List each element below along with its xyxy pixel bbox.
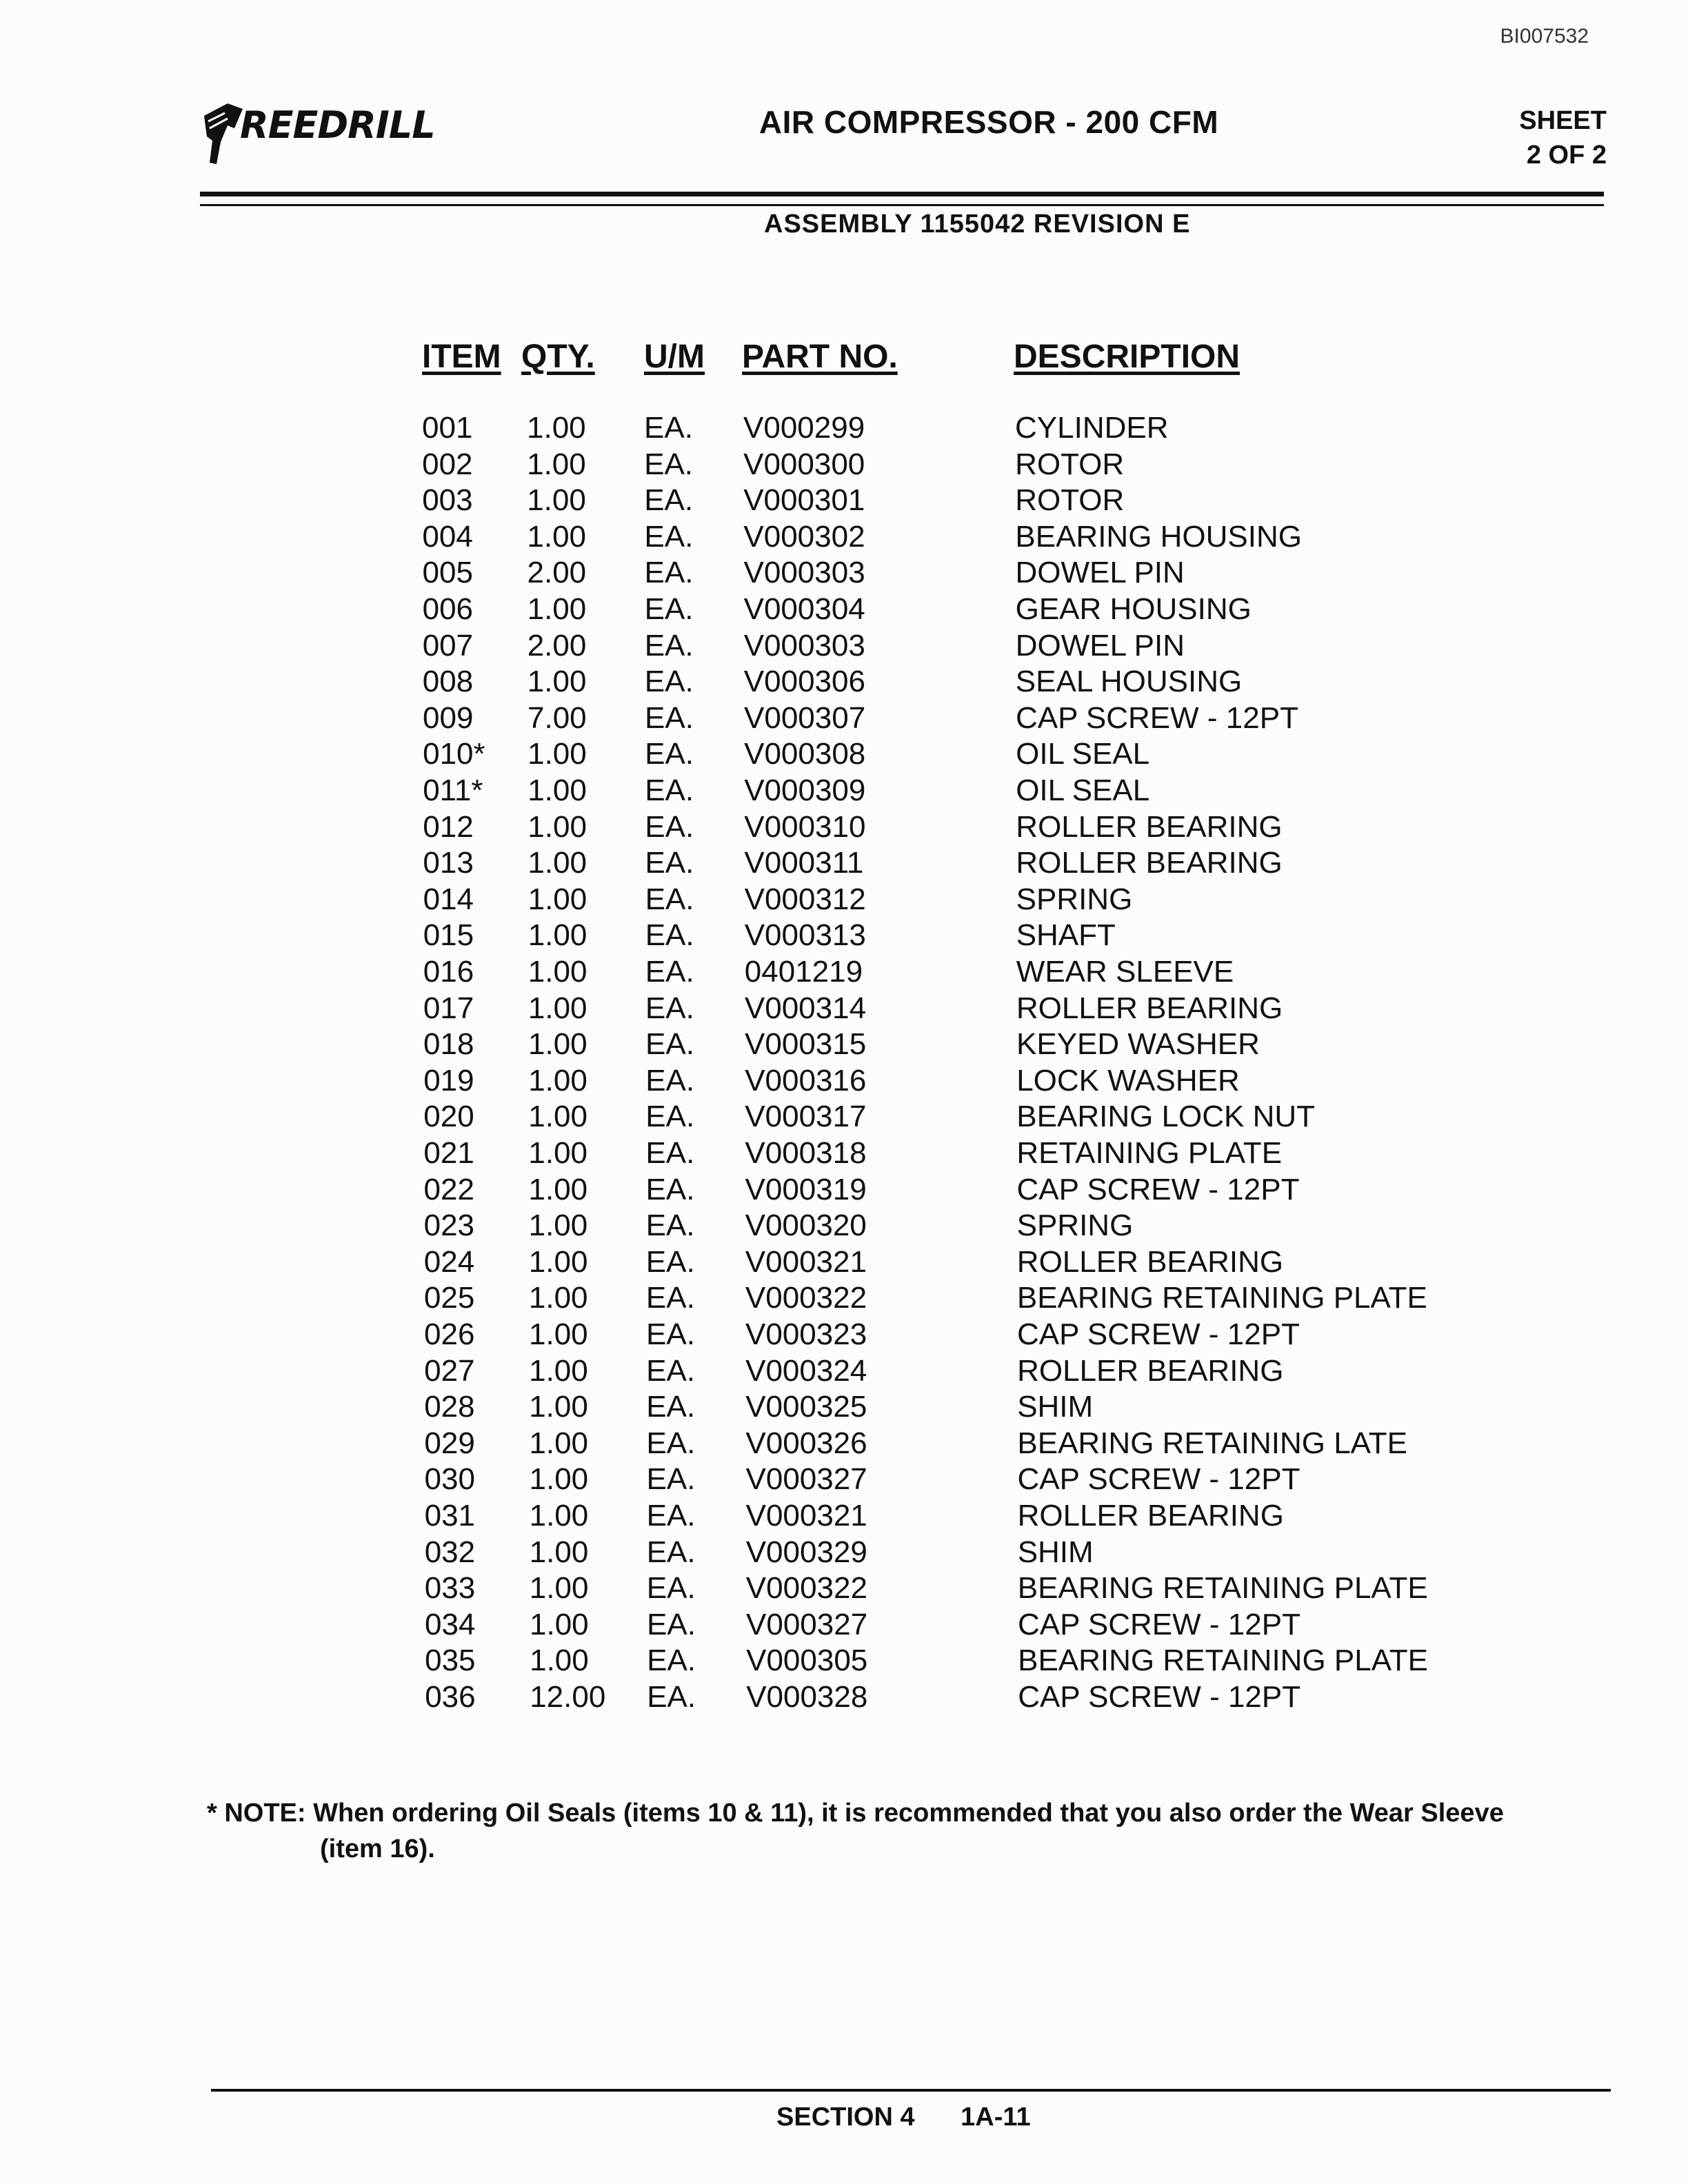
cell-item: 001 [422, 411, 473, 445]
footer-section: SECTION 4 [776, 2103, 915, 2132]
cell-part-no: V000325 [745, 1390, 867, 1424]
cell-item: 020 [423, 1100, 474, 1134]
cell-item: 021 [423, 1136, 474, 1170]
cell-part-no: V000314 [744, 991, 867, 1025]
cell-item: 035 [425, 1644, 476, 1678]
cell-item: 013 [423, 846, 474, 880]
cell-description: DOWEL PIN [1015, 628, 1185, 663]
cell-description: SEAL HOUSING [1015, 665, 1243, 699]
cell-description: BEARING LOCK NUT [1016, 1100, 1316, 1134]
cell-description: ROLLER BEARING [1017, 1353, 1284, 1388]
cell-qty: 1.00 [529, 1390, 588, 1424]
cell-item: 022 [423, 1172, 474, 1206]
cell-description: BEARING HOUSING [1015, 519, 1303, 554]
column-header-part-no: PART NO. [742, 338, 898, 375]
cell-description: ROLLER BEARING [1017, 1499, 1284, 1533]
cell-item: 008 [422, 665, 474, 699]
page-title [0, 103, 1688, 141]
footer-page-number: 1A-11 [961, 2103, 1031, 2132]
cell-description: CAP SCREW - 12PT [1017, 1462, 1300, 1497]
cell-description: ROLLER BEARING [1016, 809, 1283, 844]
cell-qty: 1.00 [528, 1209, 588, 1243]
cell-part-no: V000326 [745, 1426, 867, 1460]
cell-qty: 1.00 [527, 665, 587, 699]
cell-um: EA. [645, 1244, 695, 1279]
cell-part-no: 0401219 [744, 955, 863, 989]
cell-part-no: V000324 [745, 1353, 867, 1388]
sheet-label: SHEET [1519, 106, 1607, 135]
cell-description: CAP SCREW - 12PT [1016, 1172, 1300, 1206]
cell-description: CAP SCREW - 12PT [1018, 1680, 1301, 1714]
cell-description: LOCK WASHER [1016, 1063, 1240, 1098]
cell-part-no: V000320 [745, 1209, 867, 1243]
cell-part-no: V000322 [745, 1281, 867, 1315]
cell-part-no: V000323 [745, 1317, 867, 1351]
cell-description: CYLINDER [1015, 411, 1169, 445]
cell-item: 018 [423, 1027, 474, 1062]
cell-um: EA. [646, 1535, 696, 1569]
cell-um: EA. [645, 1281, 695, 1315]
cell-um: EA. [644, 447, 694, 481]
cell-item: 019 [423, 1063, 474, 1098]
page-title-text: AIR COMPRESSOR - 200 CFM [758, 104, 1219, 140]
assembly-title: ASSEMBLY 1155042 REVISION E [764, 210, 1191, 239]
cell-um: EA. [644, 592, 694, 626]
cell-qty: 1.00 [529, 1535, 589, 1569]
cell-part-no: V000307 [744, 700, 866, 735]
cell-um: EA. [645, 882, 694, 916]
cell-um: EA. [645, 955, 694, 989]
cell-item: 005 [422, 556, 473, 590]
cell-um: EA. [645, 1172, 695, 1206]
header-rule-thin [200, 204, 1604, 206]
cell-item: 003 [422, 483, 473, 518]
cell-item: 023 [423, 1209, 475, 1243]
cell-qty: 1.00 [528, 1244, 588, 1279]
sheet-indicator [1519, 103, 1607, 172]
cell-part-no: V000315 [745, 1027, 867, 1062]
cell-qty: 1.00 [528, 1281, 588, 1315]
cell-part-no: V000322 [745, 1571, 867, 1606]
column-header-description: DESCRIPTION [1014, 338, 1240, 375]
cell-part-no: V000305 [746, 1644, 868, 1678]
cell-qty: 1.00 [528, 737, 587, 771]
cell-qty: 1.00 [528, 918, 587, 953]
cell-part-no: V000321 [745, 1244, 867, 1279]
cell-item: 032 [424, 1535, 476, 1569]
cell-um: EA. [644, 483, 694, 518]
cell-qty: 1.00 [528, 955, 587, 989]
cell-qty: 1.00 [528, 846, 587, 880]
cell-item: 024 [423, 1244, 475, 1279]
cell-description: RETAINING PLATE [1016, 1136, 1283, 1170]
cell-um: EA. [646, 1353, 696, 1388]
cell-description: SPRING [1016, 1209, 1134, 1243]
document-id: BI007532 [1500, 25, 1589, 48]
cell-part-no: V000327 [746, 1607, 868, 1641]
cell-qty: 1.00 [529, 1462, 589, 1497]
cell-description: CAP SCREW - 12PT [1016, 700, 1298, 735]
cell-part-no: V000312 [744, 882, 866, 916]
cell-item: 009 [423, 700, 474, 735]
cell-um: EA. [646, 1499, 696, 1533]
cell-description: BEARING RETAINING PLATE [1016, 1281, 1427, 1315]
cell-description: ROLLER BEARING [1016, 846, 1283, 880]
cell-um: EA. [645, 1027, 694, 1062]
cell-qty: 1.00 [527, 411, 586, 445]
cell-um: EA. [645, 1063, 695, 1098]
cell-um: EA. [644, 665, 694, 699]
cell-item: 015 [423, 918, 474, 953]
cell-part-no: V000313 [744, 918, 866, 953]
cell-part-no: V000306 [743, 665, 865, 699]
header-rule-thick [200, 192, 1604, 196]
cell-qty: 1.00 [528, 1172, 588, 1206]
cell-um: EA. [647, 1644, 696, 1678]
cell-um: EA. [646, 1426, 696, 1460]
cell-um: EA. [644, 628, 694, 663]
cell-um: EA. [645, 1100, 695, 1134]
cell-part-no: V000303 [743, 556, 865, 590]
cell-description: OIL SEAL [1016, 774, 1150, 807]
cell-um: EA. [645, 918, 694, 953]
cell-um: EA. [645, 991, 694, 1025]
cell-qty: 1.00 [528, 882, 587, 916]
cell-description: BEARING RETAINING PLATE [1017, 1571, 1428, 1606]
cell-part-no: V000303 [743, 628, 865, 663]
note-line-1: * NOTE: When ordering Oil Seals (items 10 & 11), it is recommended that you also order the Wear Sleeve [207, 1799, 1504, 1828]
cell-um: EA. [645, 774, 694, 807]
cell-um: EA. [646, 1462, 696, 1497]
cell-description: WEAR SLEEVE [1016, 955, 1234, 989]
cell-description: ROTOR [1015, 447, 1125, 481]
cell-qty: 1.00 [529, 1571, 589, 1606]
cell-part-no: V000321 [745, 1499, 867, 1533]
sheet-number: 2 OF 2 [1526, 141, 1607, 170]
cell-um: EA. [646, 1317, 695, 1351]
cell-qty: 1.00 [528, 1136, 588, 1170]
cell-um: EA. [644, 556, 694, 590]
cell-qty: 1.00 [527, 519, 587, 554]
cell-description: BEARING RETAINING PLATE [1018, 1644, 1429, 1678]
cell-qty: 12.00 [530, 1680, 606, 1714]
cell-um: EA. [645, 809, 694, 844]
cell-qty: 7.00 [528, 700, 587, 735]
cell-description: SHIM [1017, 1390, 1094, 1424]
cell-description: DOWEL PIN [1015, 556, 1185, 590]
cell-um: EA. [644, 519, 694, 554]
cell-description: CAP SCREW - 12PT [1017, 1317, 1300, 1351]
cell-item: 033 [424, 1571, 476, 1606]
footer [776, 2103, 1031, 2132]
cell-part-no: V000304 [743, 592, 865, 626]
cell-part-no: V000329 [745, 1535, 867, 1569]
cell-um: EA. [647, 1680, 696, 1714]
cell-part-no: V000316 [745, 1063, 867, 1098]
cell-qty: 1.00 [528, 1063, 587, 1098]
cell-qty: 1.00 [528, 809, 587, 844]
cell-description: BEARING RETAINING LATE [1017, 1426, 1407, 1460]
cell-qty: 1.00 [528, 774, 587, 807]
cell-item: 030 [424, 1462, 475, 1497]
cell-item: 002 [422, 447, 473, 481]
cell-qty: 1.00 [529, 1426, 589, 1460]
footer-rule [211, 2089, 1611, 2092]
cell-qty: 1.00 [530, 1644, 589, 1678]
cell-um: EA. [645, 1209, 695, 1243]
cell-qty: 1.00 [530, 1607, 589, 1641]
cell-um: EA. [646, 1390, 696, 1424]
cell-part-no: V000319 [745, 1172, 867, 1206]
cell-part-no: V000328 [746, 1680, 868, 1714]
cell-item: 006 [422, 592, 474, 626]
cell-description: SHAFT [1016, 918, 1116, 953]
cell-qty: 1.00 [529, 1353, 588, 1388]
cell-part-no: V000318 [745, 1136, 867, 1170]
cell-item: 014 [423, 882, 474, 916]
cell-description: CAP SCREW - 12PT [1018, 1607, 1300, 1641]
column-header-um: U/M [644, 338, 705, 375]
cell-part-no: V000299 [743, 411, 865, 445]
cell-part-no: V000327 [745, 1462, 867, 1497]
cell-qty: 1.00 [529, 1499, 589, 1533]
cell-um: EA. [645, 700, 694, 735]
cell-part-no: V000309 [744, 774, 866, 807]
cell-qty: 2.00 [527, 628, 587, 663]
cell-description: OIL SEAL [1016, 737, 1150, 771]
cell-part-no: V000310 [744, 809, 866, 844]
cell-part-no: V000308 [744, 737, 866, 771]
cell-item: 012 [423, 809, 474, 844]
cell-item: 034 [425, 1607, 476, 1641]
cell-item: 028 [424, 1390, 475, 1424]
cell-item: 036 [425, 1680, 476, 1714]
cell-item: 031 [424, 1499, 476, 1533]
cell-description: ROLLER BEARING [1016, 991, 1283, 1025]
cell-part-no: V000317 [745, 1100, 867, 1134]
cell-description: ROLLER BEARING [1016, 1244, 1284, 1279]
cell-part-no: V000301 [743, 483, 865, 518]
note-line-2: (item 16). [320, 1834, 435, 1863]
cell-qty: 1.00 [528, 1100, 587, 1134]
cell-part-no: V000311 [744, 846, 864, 880]
cell-qty: 1.00 [528, 991, 587, 1025]
cell-item: 016 [423, 955, 474, 989]
cell-um: EA. [645, 1136, 695, 1170]
cell-item: 011* [423, 774, 483, 807]
cell-item: 025 [423, 1281, 475, 1315]
cell-qty: 1.00 [527, 447, 586, 481]
cell-item: 007 [422, 628, 474, 663]
cell-qty: 1.00 [527, 483, 586, 518]
cell-qty: 1.00 [528, 1027, 587, 1062]
column-header-qty: QTY. [521, 338, 595, 375]
cell-item: 029 [424, 1426, 475, 1460]
column-header-item: ITEM [422, 338, 501, 375]
cell-qty: 2.00 [527, 556, 587, 590]
cell-item: 017 [423, 991, 474, 1025]
cell-qty: 1.00 [527, 592, 587, 626]
cell-description: SHIM [1017, 1535, 1094, 1569]
cell-description: KEYED WASHER [1016, 1027, 1260, 1062]
cell-um: EA. [647, 1607, 696, 1641]
cell-description: GEAR HOUSING [1015, 592, 1252, 626]
cell-um: EA. [646, 1571, 696, 1606]
cell-um: EA. [645, 846, 694, 880]
cell-description: ROTOR [1015, 483, 1125, 518]
cell-item: 026 [424, 1317, 475, 1351]
cell-um: EA. [645, 737, 694, 771]
cell-qty: 1.00 [529, 1317, 588, 1351]
cell-item: 027 [424, 1353, 475, 1388]
cell-part-no: V000302 [743, 519, 865, 554]
logo-text: REEDRILL [240, 103, 435, 147]
cell-item: 010* [423, 737, 485, 771]
cell-um: EA. [644, 411, 693, 445]
ordering-note [207, 1795, 1600, 1867]
cell-description: SPRING [1016, 882, 1133, 916]
cell-item: 004 [422, 519, 473, 554]
cell-part-no: V000300 [743, 447, 865, 481]
